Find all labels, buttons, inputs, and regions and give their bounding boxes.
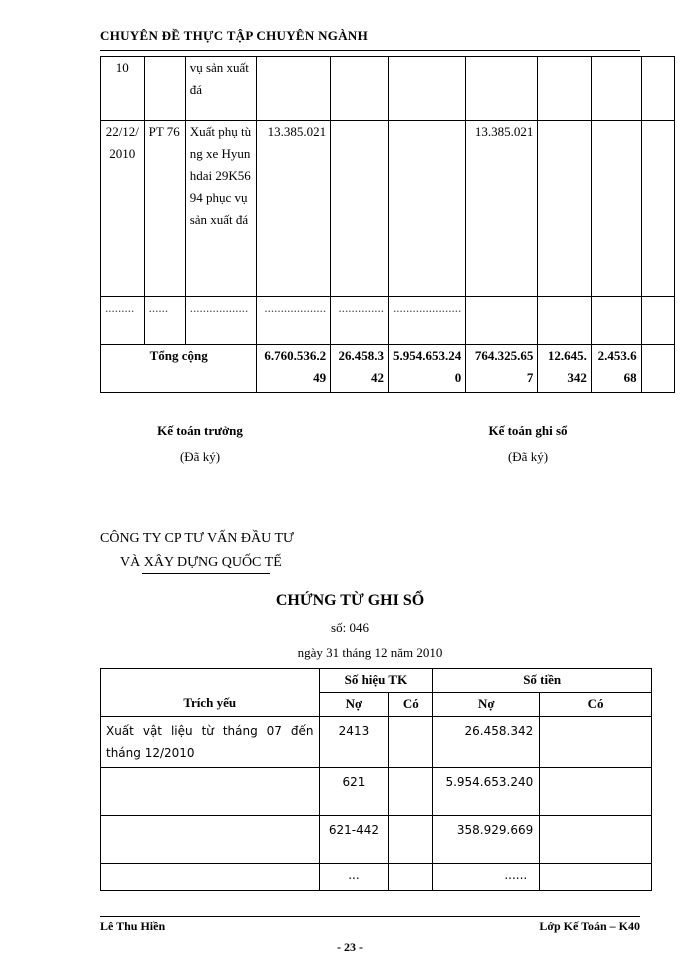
- table-row: [101, 768, 652, 816]
- summary-cell: [101, 864, 320, 891]
- total-value: 764.325.657: [466, 345, 538, 393]
- total-value: 12.645.342: [538, 345, 592, 393]
- total-value: 5.954.653.240: [388, 345, 465, 393]
- total-row: [101, 345, 675, 393]
- footer-class: Lớp Kế Toán – K40: [539, 919, 640, 933]
- debit-amount-cell: ......: [433, 864, 540, 891]
- date-cell: 10: [101, 57, 145, 121]
- footer-rule: [100, 916, 640, 917]
- table-row: [101, 57, 675, 121]
- debit-amount-cell: 26.458.342: [433, 717, 540, 768]
- debit-account-cell: ...: [319, 864, 389, 891]
- table-row: [101, 121, 675, 297]
- doc-cell: PT 76: [144, 121, 185, 297]
- debit-account-cell: 2413: [319, 717, 389, 768]
- desc-cell: vụ sản xuất đá: [185, 57, 257, 121]
- debit-account-cell: 621: [319, 768, 389, 816]
- dots-cell: .........: [101, 297, 145, 345]
- credit-account-cell: [389, 717, 433, 768]
- signature-right: [458, 418, 598, 470]
- amount-cell: 13.385.021: [466, 121, 538, 297]
- voucher-title: CHỨNG TỪ GHI SỔ: [275, 592, 425, 609]
- total-value: 6.760.536.249: [257, 345, 331, 393]
- header-credit-amount: Có: [540, 693, 652, 717]
- header-summary: Trích yếu: [101, 669, 320, 717]
- table-row: [101, 717, 652, 768]
- table-row: [101, 864, 652, 891]
- signature-left: [130, 418, 270, 470]
- company-underline: [142, 573, 270, 574]
- voucher-date: ngày 31 tháng 12 năm 2010: [297, 645, 443, 660]
- summary-cell: [101, 816, 320, 864]
- debit-amount-cell: 5.954.653.240: [433, 768, 540, 816]
- summary-cell: [101, 768, 320, 816]
- voucher-table: [100, 668, 652, 891]
- table-row: [101, 297, 675, 345]
- dots-cell: ...................: [257, 297, 331, 345]
- dots-cell: .....................: [388, 297, 465, 345]
- doc-cell: [144, 57, 185, 121]
- company-name-line2: VÀ XÂY DỰNG QUỐC TẾ: [120, 555, 282, 570]
- credit-account-cell: [389, 768, 433, 816]
- signature-left-title: Kế toán trưởng: [157, 423, 243, 438]
- total-value: 2.453.668: [591, 345, 641, 393]
- header-account-code: Số hiệu TK: [319, 669, 433, 693]
- signature-left-status: (Đã ký): [179, 449, 221, 464]
- document-header: CHUYÊN ĐỀ THỰC TẬP CHUYÊN NGÀNH: [100, 28, 368, 43]
- footer-author: Lê Thu Hiền: [100, 919, 166, 933]
- total-value: 26.458.342: [331, 345, 389, 393]
- signature-right-title: Kế toán ghi sổ: [488, 423, 568, 438]
- credit-amount-cell: [540, 768, 652, 816]
- company-name: CÔNG TY CP TƯ VẤN ĐẦU TƯ: [100, 531, 294, 546]
- ledger-table: [100, 56, 675, 393]
- voucher-number: số: 046: [331, 620, 369, 635]
- page-number: - 23 -: [337, 940, 363, 954]
- summary-cell: Xuất vật liệu từ tháng 07 đến tháng 12/2010: [101, 717, 320, 768]
- table-row: [101, 816, 652, 864]
- credit-account-cell: [389, 864, 433, 891]
- header-credit-account: Có: [389, 693, 433, 717]
- header-amount: Số tiền: [433, 669, 652, 693]
- credit-account-cell: [389, 816, 433, 864]
- total-label: Tổng cộng: [101, 345, 257, 393]
- dots-cell: ..............: [331, 297, 389, 345]
- debit-account-cell: 621-442: [319, 816, 389, 864]
- header-debit-account: Nợ: [319, 693, 389, 717]
- signature-right-status: (Đã ký): [507, 449, 549, 464]
- debit-amount-cell: 358.929.669: [433, 816, 540, 864]
- header-debit-amount: Nợ: [433, 693, 540, 717]
- date-cell: 22/12/2010: [101, 121, 145, 297]
- desc-cell: Xuất phụ tùng xe Hyunhdai 29K5694 phục vụ sản xuất đá: [185, 121, 257, 297]
- dots-cell: ..................: [185, 297, 257, 345]
- company-block: [100, 527, 294, 575]
- credit-amount-cell: [540, 864, 652, 891]
- credit-amount-cell: [540, 717, 652, 768]
- dots-cell: ......: [144, 297, 185, 345]
- header-rule: [100, 50, 640, 51]
- amount-cell: 13.385.021: [257, 121, 331, 297]
- credit-amount-cell: [540, 816, 652, 864]
